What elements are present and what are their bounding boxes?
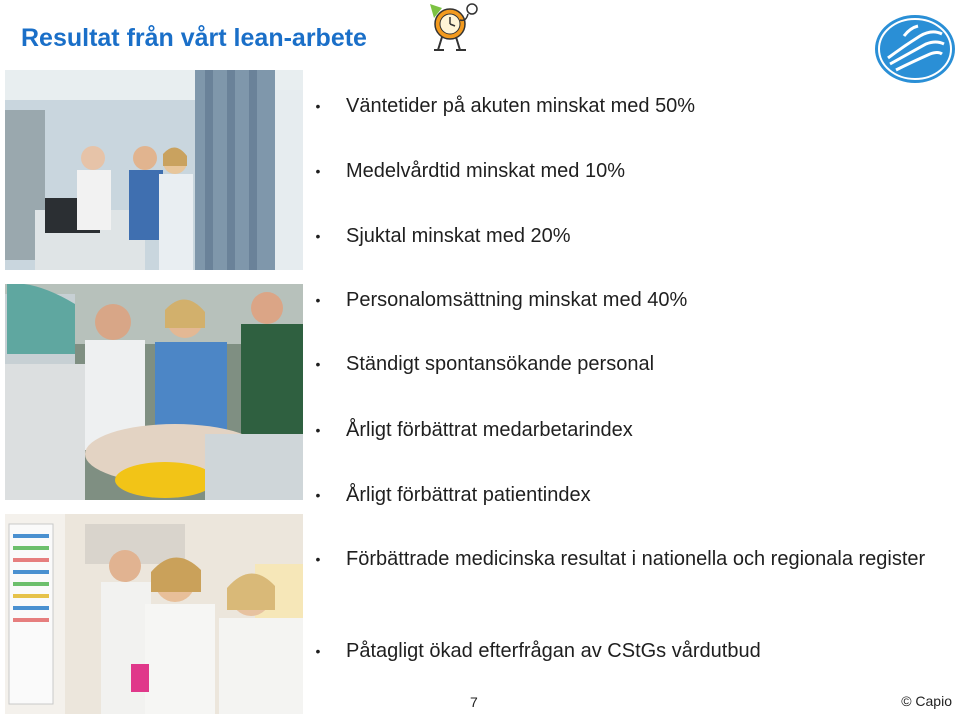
bullet-icon: • bbox=[315, 98, 321, 114]
bullet-icon: • bbox=[315, 551, 321, 567]
bullet-icon: • bbox=[315, 292, 321, 308]
bullet-icon: • bbox=[315, 356, 321, 372]
copyright-footer: © Capio bbox=[901, 693, 952, 709]
bullet-list: • Väntetider på akuten minskat med 50% • Medelvårdtid minskat med 10% • Sjuktal minskat med 20% • Personalomsättning minskat med 40% • Ständigt spontansökande personal • Årligt förbättrat medarbetarindex • Årligt förbättrat patientindex • Förbättrade medicinska resultat i nationella och regionala register • Påtagligt ökad efterfrågan av CStGs vårdutbud bbox=[308, 0, 948, 700]
bullet-icon: • bbox=[315, 487, 321, 503]
bullet-icon: • bbox=[315, 422, 321, 438]
slide-title: Resultat från vårt lean-arbete bbox=[21, 24, 367, 52]
photo-staff-board bbox=[5, 514, 303, 714]
photo-emergency-care bbox=[5, 284, 303, 500]
page-number: 7 bbox=[470, 694, 478, 710]
photo-ward-staff bbox=[5, 70, 303, 270]
bullet-icon: • bbox=[315, 643, 321, 659]
bullet-icon: • bbox=[315, 228, 321, 244]
bullet-icon: • bbox=[315, 163, 321, 179]
